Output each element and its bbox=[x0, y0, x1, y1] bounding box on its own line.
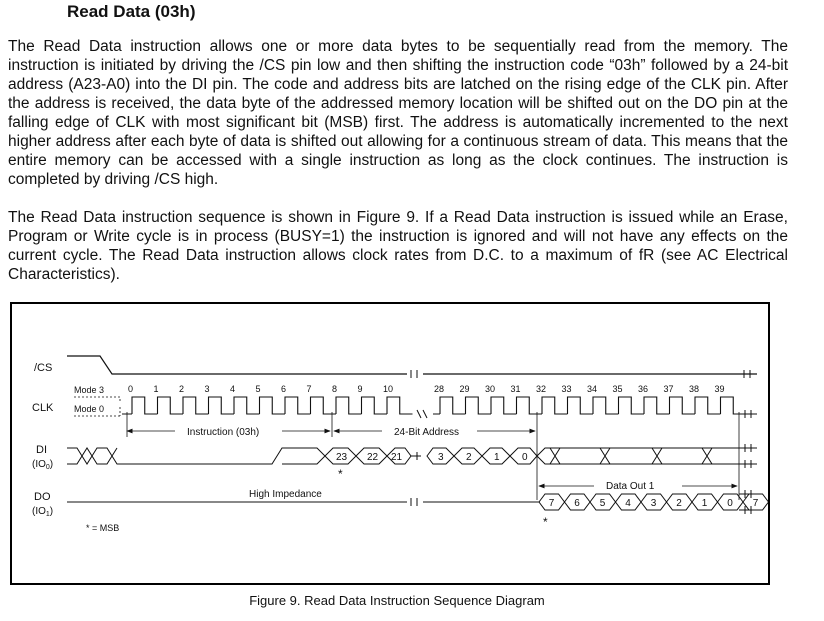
do-data-bit-label: 1 bbox=[701, 498, 708, 509]
mode-0-label: Mode 0 bbox=[74, 404, 105, 414]
clock-cycle-numbers bbox=[128, 384, 725, 394]
clk-pulse-train bbox=[122, 397, 413, 414]
clock-cycle-number: 28 bbox=[434, 384, 445, 394]
do-data-bit-label: 3 bbox=[650, 498, 657, 509]
high-impedance-label: High Impedance bbox=[249, 489, 322, 500]
clock-cycle-number: 9 bbox=[357, 384, 363, 394]
clock-cycle-number: 6 bbox=[281, 384, 287, 394]
clock-cycle-number: 29 bbox=[459, 384, 470, 394]
di-bit-23: 23 bbox=[336, 452, 348, 463]
do-data-bit-label: 7 bbox=[752, 498, 759, 509]
mode-3-label: Mode 3 bbox=[74, 385, 105, 395]
data-out-label: Data Out 1 bbox=[606, 481, 655, 492]
do-data-bit-label: 5 bbox=[599, 498, 606, 509]
do-data-out-waveform bbox=[539, 494, 768, 510]
clock-cycle-number: 3 bbox=[204, 384, 210, 394]
clock-cycle-number: 2 bbox=[179, 384, 185, 394]
di-bit-0: 0 bbox=[522, 452, 528, 463]
di-bit-3: 3 bbox=[438, 452, 444, 463]
di-msb-star: * bbox=[338, 467, 343, 481]
do-data-bit-label: 0 bbox=[727, 498, 733, 509]
di-bit-1: 1 bbox=[494, 452, 500, 463]
do-msb-star: * bbox=[543, 515, 548, 529]
paragraph-read-data-sequence: The Read Data instruction sequence is shown in Figure 9. If a Read Data instruction is issued while an Erase, Program or Write cycle is in process (BUSY=1) the instruction is ignored and will not have any effects on the current cycle. The Read Data instruction allows clock rates from D.C. to a maximum of fR (see AC Electrical Characteristics). bbox=[8, 209, 788, 283]
do-break bbox=[411, 498, 417, 506]
paragraph-read-data-overview: The Read Data instruction allows one or more data bytes to be sequentially read from the memory. The instruction is initiated by driving the /CS pin low and then shifting the instruction code “03h” followed by a 24-bit address (A23-A0) into the DI pin. The code and address bits are latched on the rising edge of the CLK pin. After the address is received, the data byte of the addressed memory location will be shifted out on the DO pin at the falling edge of CLK with most significant bit (MSB) first. The address is automatically incremented to the next higher address after each byte of data is shifted out allowing for a continuous stream of data. This means that the entire memory can be accessed with a single instruction as long as the clock continues. The instruction is completed by driving /CS high. bbox=[8, 38, 788, 188]
section-heading: Read Data (03h) bbox=[67, 2, 196, 21]
clock-cycle-number: 38 bbox=[689, 384, 700, 394]
do-io-label: $(IO_1)$ bbox=[32, 506, 54, 518]
clock-cycle-number: 35 bbox=[612, 384, 623, 394]
clk-waveform bbox=[122, 397, 757, 418]
msb-note: * = MSB bbox=[86, 523, 120, 533]
address-label: 24-Bit Address bbox=[394, 427, 460, 438]
do-data-bit-label: 7 bbox=[548, 498, 555, 509]
di-bit-2: 2 bbox=[466, 452, 472, 463]
clock-cycle-number: 33 bbox=[561, 384, 572, 394]
di-io-label: $(IO_0)$ bbox=[32, 459, 54, 471]
cs-waveform bbox=[67, 356, 407, 374]
clk-pulse-train bbox=[433, 397, 757, 414]
clock-cycle-number: 32 bbox=[536, 384, 547, 394]
figure-caption: Figure 9. Read Data Instruction Sequence Diagram bbox=[249, 593, 545, 608]
do-data-bit-label: 2 bbox=[676, 498, 682, 509]
di-waveform bbox=[67, 444, 757, 468]
clock-cycle-number: 34 bbox=[587, 384, 598, 394]
cs-signal-label: /CS bbox=[34, 362, 53, 374]
do-data-bit-label: 4 bbox=[625, 498, 631, 509]
clock-cycle-number: 37 bbox=[663, 384, 674, 394]
clock-cycle-number: 31 bbox=[510, 384, 521, 394]
clock-cycle-number: 7 bbox=[306, 384, 312, 394]
instruction-label: Instruction (03h) bbox=[187, 427, 260, 438]
clock-cycle-number: 30 bbox=[485, 384, 496, 394]
clock-cycle-number: 5 bbox=[255, 384, 261, 394]
timing-diagram bbox=[12, 304, 768, 583]
clock-cycle-number: 10 bbox=[383, 384, 394, 394]
clock-cycle-number: 36 bbox=[638, 384, 649, 394]
di-bit-22: 22 bbox=[367, 452, 379, 463]
di-bit-21: 21 bbox=[391, 452, 403, 463]
clock-cycle-number: 0 bbox=[128, 384, 134, 394]
do-data-bit-label: 6 bbox=[574, 498, 580, 509]
clock-cycle-number: 1 bbox=[153, 384, 159, 394]
clock-cycle-number: 4 bbox=[230, 384, 236, 394]
clk-signal-label: CLK bbox=[32, 402, 54, 414]
di-signal-label: DI bbox=[36, 444, 47, 456]
clock-cycle-number: 8 bbox=[332, 384, 338, 394]
do-signal-label: DO bbox=[34, 491, 51, 503]
clock-cycle-number: 39 bbox=[714, 384, 725, 394]
timing-diagram-frame bbox=[10, 302, 770, 585]
